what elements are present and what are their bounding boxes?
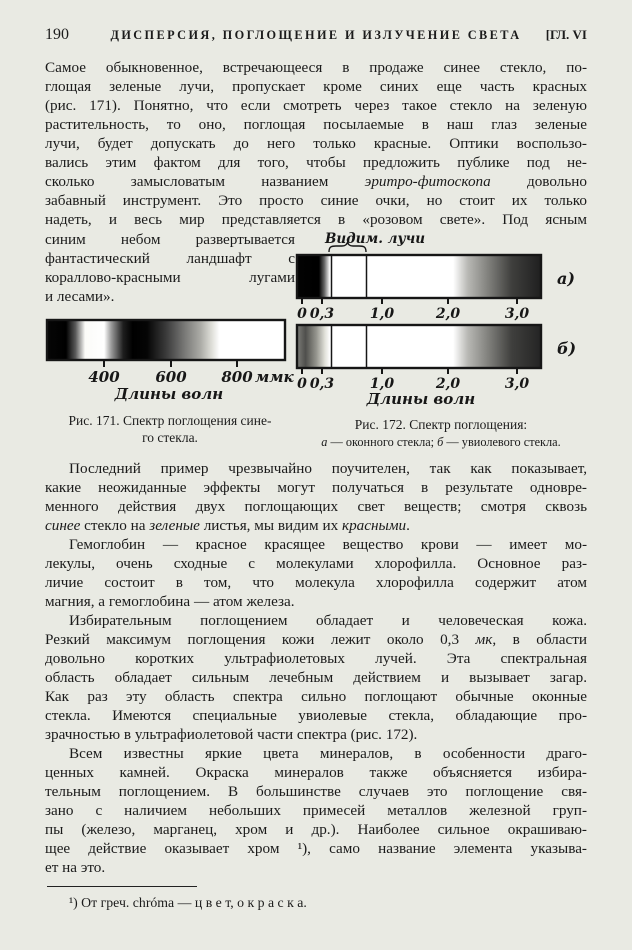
tick-a-20: 2,0	[435, 306, 461, 322]
text-line: щее действие оказывает хром ¹), само название элемента указыва-	[45, 840, 587, 857]
text-line: (рис. 171). Понятно, что если смотреть через такое стекло на зеленую	[45, 97, 587, 114]
tick-b-30: 3,0	[504, 376, 530, 392]
right-column	[295, 232, 587, 450]
text-line: Избирательным поглощением обладает и человеческая кожа.	[69, 612, 587, 629]
chapter-reference: [ГЛ. VI	[545, 27, 587, 42]
text-line: менного действия двух поглощающих свет веществ; смотря сквозь	[45, 498, 587, 515]
text-line: ет на это.	[45, 859, 106, 876]
tick-b-20: 2,0	[435, 376, 461, 392]
text-line: стекла. Имеются специальные увиолевые стекла, обладающие про-	[45, 707, 587, 724]
tick-label-400: 400	[88, 368, 120, 386]
text-line: растительность, то оно, поглощая посылаемые в наш глаз зеленые	[45, 116, 587, 133]
paragraph-5	[45, 744, 587, 877]
text-line: ¹) От греч. chróma — ц в е т, о к р а с к а.	[69, 895, 307, 910]
text-line: Гемоглобин — красное красящее вещество крови — имеет мо-	[69, 536, 587, 553]
tick-a-30: 3,0	[504, 306, 530, 322]
tick-b-03: 0,3	[309, 376, 335, 392]
tick-label-800: 800	[221, 368, 253, 386]
paragraph-4	[45, 611, 587, 744]
text-line: Всем известны яркие цвета минералов, в особенности драго-	[69, 745, 587, 762]
text-line: Рис. 171. Спектр поглощения сине-	[68, 413, 272, 428]
text-line: вались этим фактом для того, чтобы предложить публике под не-	[45, 154, 587, 171]
spectrum-bar-window-glass	[297, 255, 541, 298]
tick-a-0: 0	[297, 306, 307, 322]
text-line: Самое обыкновенное, встречающееся в продаже синее стекло, по-	[45, 59, 587, 76]
text-line: лекулы, очень сходные с молекулами хлорофилла. Основное раз-	[45, 555, 587, 572]
figure-171-caption	[45, 413, 295, 446]
text-line: Последний пример чрезвычайно поучителен, так как показывает,	[69, 460, 587, 477]
running-head	[45, 26, 587, 44]
text-line: забавный инструмент. Это просто синие очки, но стоит их только	[45, 192, 587, 209]
text-line: личие состоит в том, что молекула хлорофилла содержит атом	[45, 574, 587, 591]
series-a-label: а)	[557, 269, 575, 288]
axis-label-wavelengths: Длины волн	[114, 385, 224, 403]
spectrum-bar-blue-glass	[47, 320, 285, 360]
text-line: фантастический ландшафт с	[45, 250, 295, 267]
figure-171-spectrum	[45, 318, 295, 404]
text-line: сколько замысловатым названием эритро-фитоскопа довольно	[45, 173, 587, 190]
text-line: Как раз эту область спектра сильно поглощают обычные оконные	[45, 688, 587, 705]
footnote-rule	[47, 886, 197, 887]
text-line: глощая зеленые лучи, пропускает кроме синих еще часть красных	[45, 78, 587, 95]
text-line: надеть, и весь мир представляется в «розовом свете». Под ясным	[45, 211, 587, 228]
left-column	[45, 230, 295, 446]
paragraph-3	[45, 535, 587, 611]
text-line: синим небом развертывается	[45, 231, 295, 248]
figure-172-caption	[295, 417, 587, 450]
text-line: магния, а гемоглобина — атом железа.	[45, 593, 295, 610]
figures-row	[45, 230, 587, 450]
text-line: ценных камней. Окраска минералов также объясняется избира-	[45, 764, 587, 781]
text-line: Рис. 172. Спектр поглощения:	[354, 417, 528, 432]
text-line: зано с наличием небольших примесей металлов железной груп-	[45, 802, 587, 819]
text-line: синее стекло на зеленые листья, мы видим их красными.	[45, 517, 410, 534]
text-line: а — оконного стекла; б — увиолевого стекла.	[321, 434, 561, 449]
paragraph-2	[45, 459, 587, 535]
tick-label-600: 600	[155, 368, 187, 386]
text-line: какие неожиданные эффекты могут получаться в результате одновре-	[45, 479, 587, 496]
axis-label-wavelengths-172: Длины волн	[366, 390, 476, 408]
text-line: лучи, будет допускать до него только красные. Оптики воспользо-	[45, 135, 587, 152]
text-line: пы (железо, марганец, хром и др.). Наиболее сильное окрашиваю-	[45, 821, 587, 838]
header-title: ДИСПЕРСИЯ, ПОГЛОЩЕНИЕ И ИЗЛУЧЕНИЕ СВЕТА	[110, 28, 522, 42]
tick-a-03: 0,3	[309, 306, 335, 322]
paragraph-1-continued	[45, 230, 295, 306]
tick-b-10: 1,0	[369, 376, 395, 392]
tick-a-10: 1,0	[369, 306, 395, 322]
unit-label-mmk: ммк	[255, 368, 294, 386]
text-line: довольно коротких ультрафиолетовых лучей. Эта спектральная	[45, 650, 587, 667]
text-line: область обладает сильным лечебным действием и вызывает загар.	[45, 669, 587, 686]
text-line: Резкий максимум поглощения кожи лежит около 0,3 мк, в области	[45, 631, 587, 648]
text-line: го стекла.	[142, 429, 198, 445]
footnote	[45, 894, 587, 911]
text-line: зрачностью в ультрафиолетовой части спектра (рис. 172).	[45, 726, 418, 743]
spectrum-bar-uviol-glass	[297, 325, 541, 368]
visible-rays-label: Видим. лучи	[325, 232, 426, 247]
page-number: 190	[45, 26, 69, 43]
tick-b-0: 0	[297, 376, 307, 392]
text-line: и лесами».	[45, 288, 115, 305]
text-line: тельным поглощением. В большинстве случаев это поглощение свя-	[45, 783, 587, 800]
figure-172-spectra	[295, 232, 587, 408]
text-line: кораллово-красными лугами	[45, 269, 295, 286]
paragraph-1	[45, 58, 587, 229]
series-b-label: б)	[557, 339, 577, 358]
